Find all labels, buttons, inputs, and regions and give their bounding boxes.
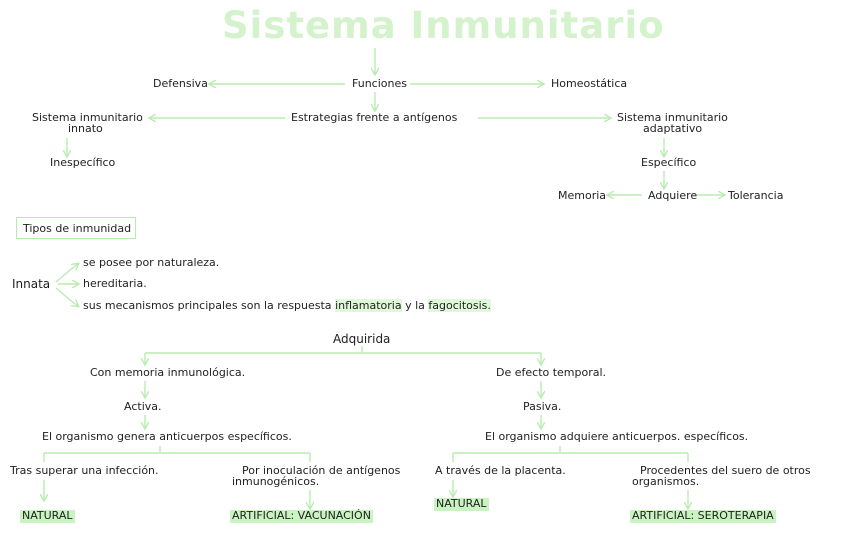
node-tolerancia: Tolerancia xyxy=(728,189,784,202)
right-head: De efecto temporal. xyxy=(496,366,607,379)
node-adaptativo-line2: adaptativo xyxy=(643,122,703,135)
left-branch-2-line2: inmunogénicos. xyxy=(232,475,320,488)
right-branch-1: A través de la placenta. xyxy=(435,464,566,477)
innata-branch-1 xyxy=(56,264,78,282)
left-result-natural: NATURAL xyxy=(22,509,73,522)
innata-item-2: hereditaria. xyxy=(83,277,147,290)
right-result-artificial: ARTIFICIAL: SEROTERAPIA xyxy=(632,509,774,522)
right-branch-2-line1: Procedentes del suero de otros xyxy=(640,464,811,477)
node-estrategias: Estrategias frente a antígenos xyxy=(291,111,458,124)
node-especifico: Específico xyxy=(641,156,697,169)
left-branch-1: Tras superar una infección. xyxy=(10,464,159,477)
node-defensiva: Defensiva xyxy=(153,77,208,90)
node-adquiere: Adquiere xyxy=(648,189,698,202)
left-desc: El organismo genera anticuerpos específicos. xyxy=(42,430,292,443)
right-type: Pasiva. xyxy=(523,400,562,413)
right-branch-2-line2: organismos. xyxy=(632,475,700,488)
adquirida-label: Adquirida xyxy=(333,332,391,346)
node-inespecifico: Inespecífico xyxy=(50,156,116,169)
left-result-artificial: ARTIFICIAL: VACUNACIÓN xyxy=(232,509,371,522)
node-memoria: Memoria xyxy=(558,189,607,202)
node-innato-line1: Sistema inmunitario xyxy=(32,111,143,124)
node-adaptativo-line1: Sistema inmunitario xyxy=(617,111,728,124)
node-funciones: Funciones xyxy=(352,77,407,90)
right-desc: El organismo adquiere anticuerpos. específicos. xyxy=(485,430,749,443)
right-result-natural: NATURAL xyxy=(436,497,487,510)
innata-item-3-and: y la xyxy=(405,299,425,312)
left-head: Con memoria inmunológica. xyxy=(90,366,246,379)
innata-item-1: se posee por naturaleza. xyxy=(83,256,220,269)
left-branch-2-line1: Por inoculación de antígenos xyxy=(242,464,401,477)
innata-highlight-fagocitosis: fagocitosis. xyxy=(428,299,491,312)
innata-item-3 xyxy=(83,300,491,313)
node-homeostatica: Homeostática xyxy=(551,77,628,90)
innata-branch-3 xyxy=(56,288,78,306)
innata-item-3-text: sus mecanismos principales son la respuesta xyxy=(83,299,332,312)
innata-label: Innata xyxy=(12,277,51,291)
tipos-inmunidad-label: Tipos de inmunidad xyxy=(23,222,132,235)
left-type: Activa. xyxy=(124,400,162,413)
node-innato-line2: innato xyxy=(68,122,103,135)
page-title: Sistema Inmunitario xyxy=(222,4,665,47)
innata-highlight-inflamatoria: inflamatoria xyxy=(335,299,402,312)
tipos-inmunidad-box xyxy=(16,217,136,239)
